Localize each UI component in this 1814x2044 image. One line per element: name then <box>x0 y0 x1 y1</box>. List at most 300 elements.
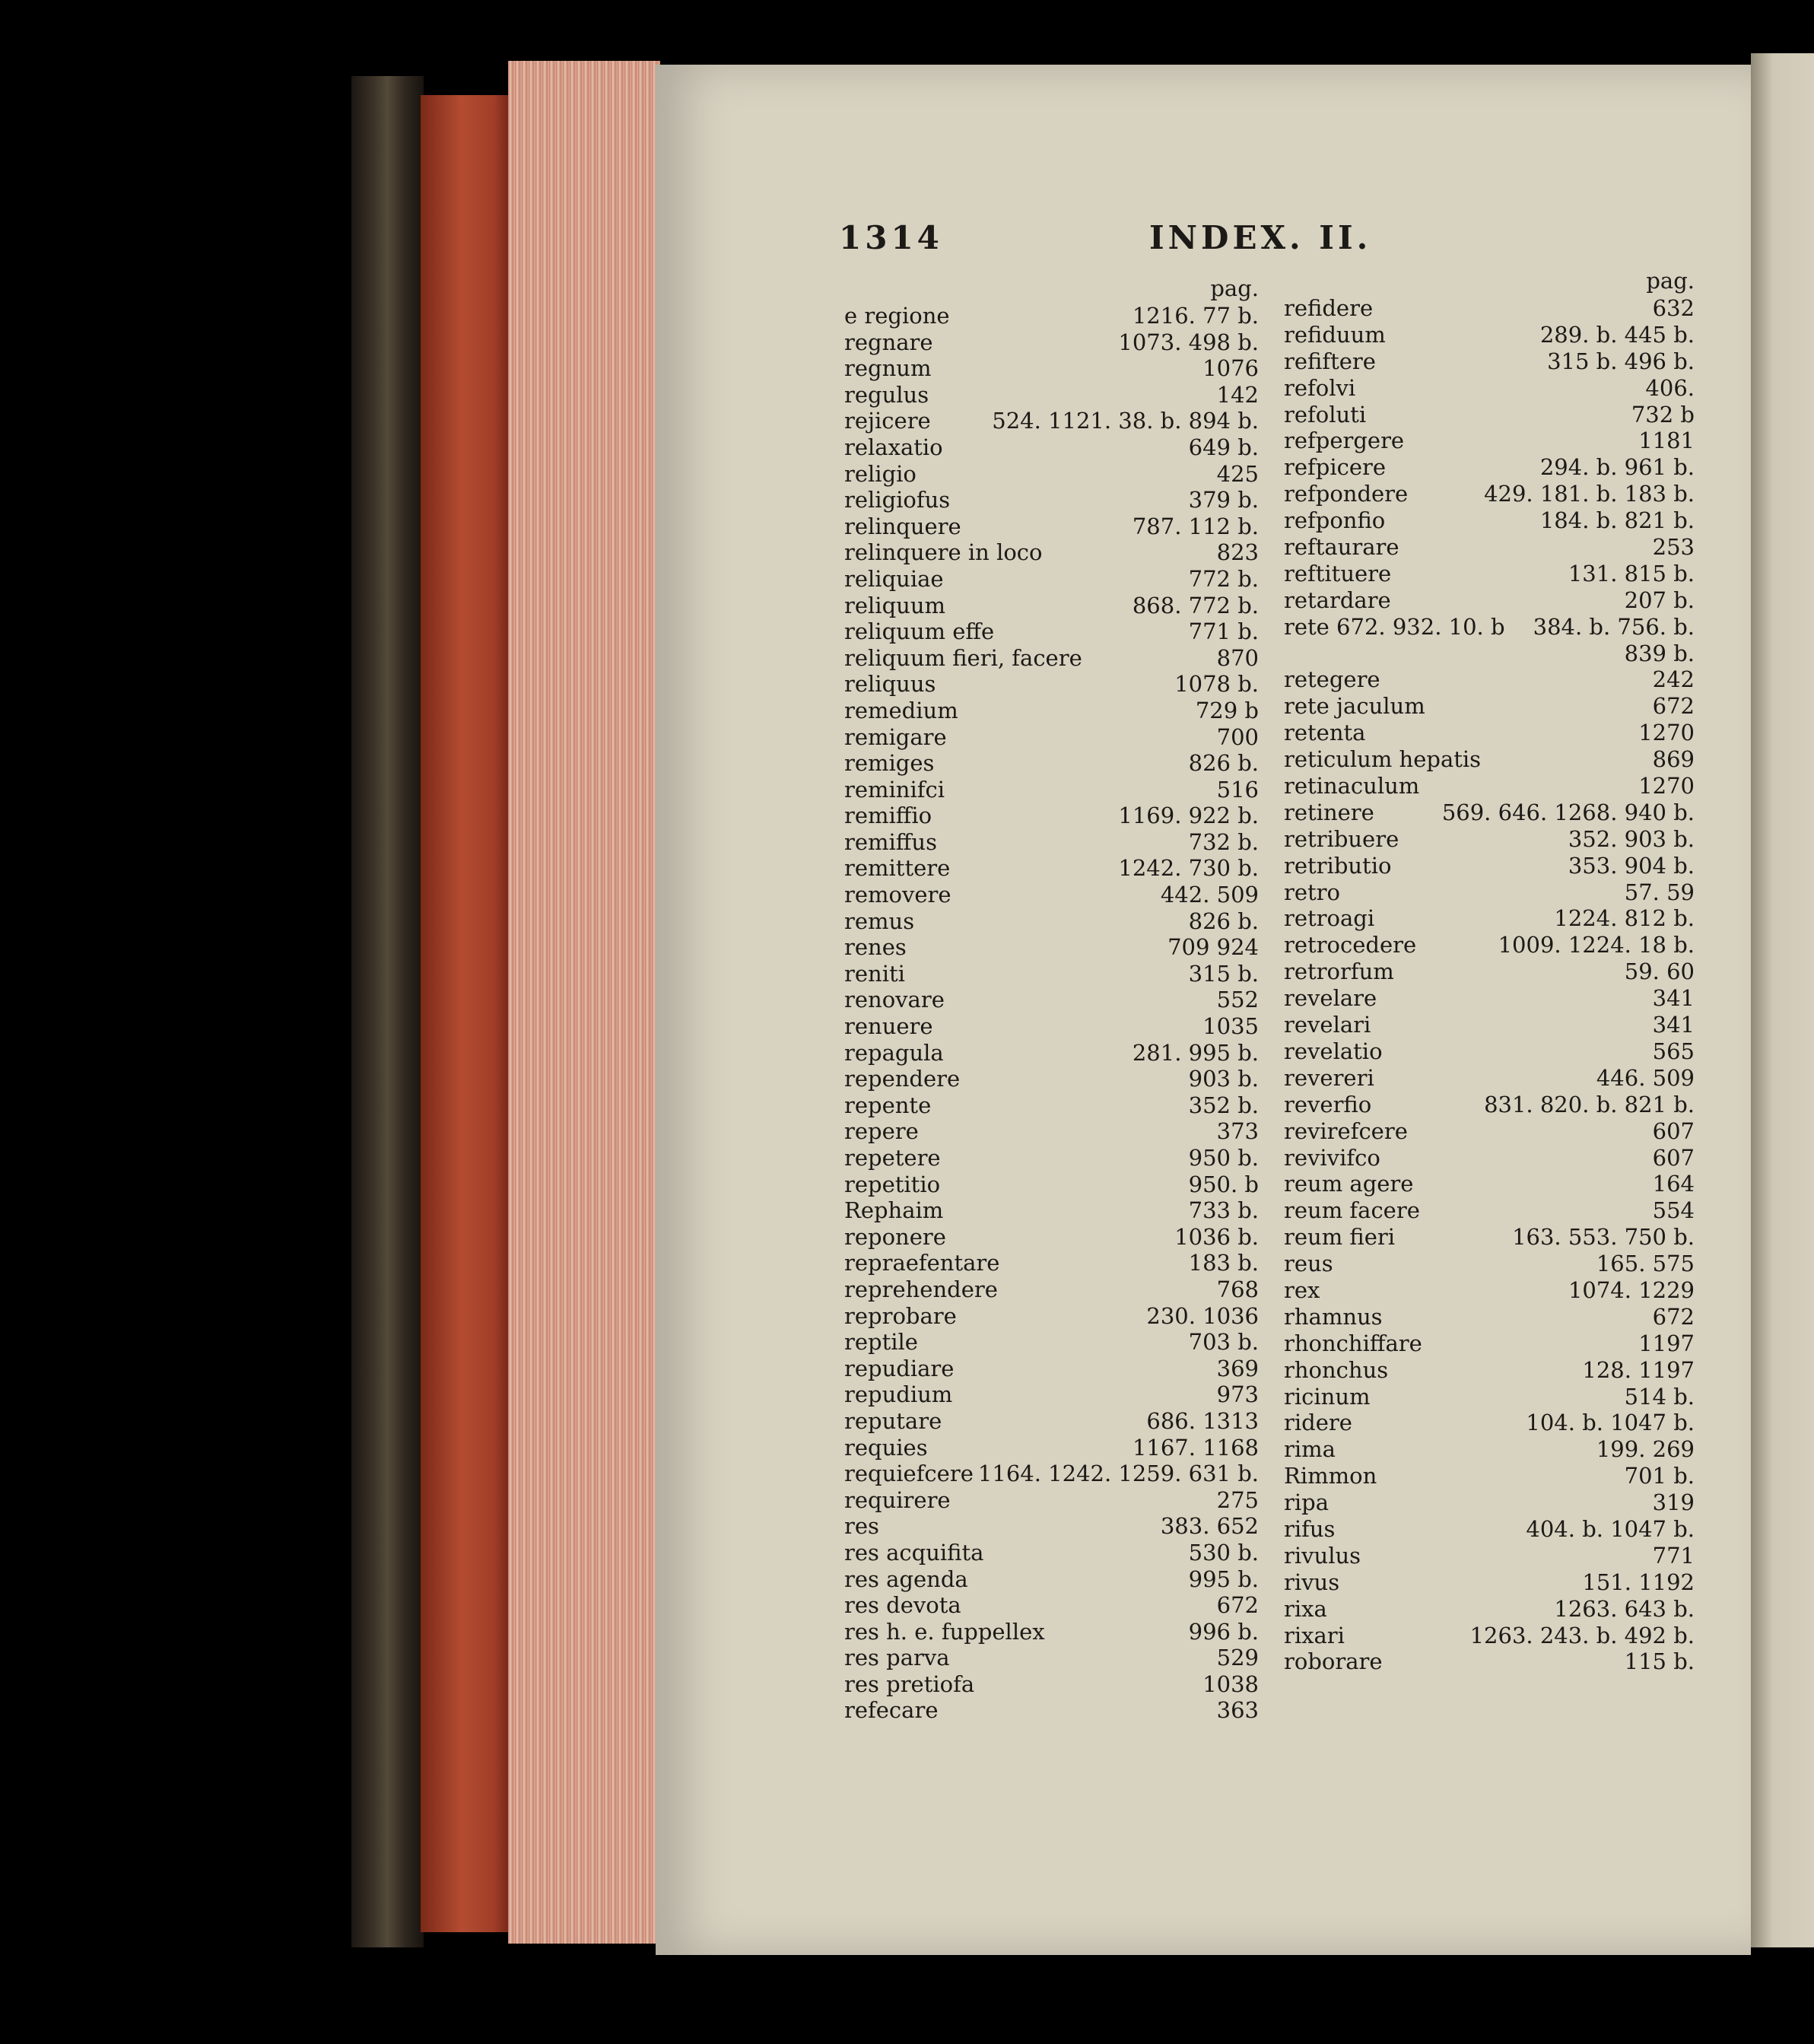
index-entry <box>844 513 1259 540</box>
index-entry <box>844 1671 1259 1698</box>
page-reference: 529 <box>1216 1645 1259 1671</box>
index-term: reliquus <box>844 671 936 698</box>
page-reference: 1167. 1168 <box>1132 1434 1259 1461</box>
index-term: ripa <box>1284 1489 1329 1516</box>
index-term: repudiare <box>844 1355 955 1381</box>
page-header <box>839 219 1394 262</box>
page-reference: 341 <box>1652 1012 1695 1038</box>
page-reference: 230. 1036 <box>1146 1302 1259 1329</box>
page-reference: 373 <box>1216 1118 1259 1145</box>
page-reference: 672 <box>1216 1592 1259 1619</box>
page-reference: 128. 1197 <box>1582 1356 1695 1383</box>
page-reference: 870 <box>1216 644 1259 671</box>
page-reference: 686. 1313 <box>1146 1407 1259 1434</box>
index-term: regnare <box>844 329 933 355</box>
index-term: reptile <box>844 1329 918 1356</box>
index-entry <box>1284 507 1695 534</box>
index-entry <box>844 329 1259 356</box>
page-reference: 903 b. <box>1188 1066 1259 1092</box>
index-term: relinquere <box>844 513 961 539</box>
page-reference: 199. 269 <box>1596 1436 1695 1463</box>
index-entry <box>1284 1118 1695 1145</box>
page-reference: 352 b. <box>1188 1092 1259 1118</box>
page-reference: 57. 59 <box>1624 879 1695 905</box>
page-reference: 868. 772 b. <box>1132 592 1259 618</box>
page-number: 1314 <box>839 219 943 256</box>
index-term: remiges <box>844 750 935 777</box>
index-term: reftituere <box>1284 560 1392 586</box>
index-term: refponfio <box>1284 507 1386 534</box>
page-reference: 281. 995 b. <box>1132 1039 1259 1066</box>
page-reference: 607 <box>1652 1144 1695 1171</box>
index-column-left <box>844 274 1259 1724</box>
page-reference: 363 <box>1216 1697 1259 1724</box>
index-entry <box>844 724 1259 751</box>
page-reference: 632 <box>1652 295 1695 321</box>
index-term: reliquum effe <box>844 618 995 645</box>
page-reference: 1263. 643 b. <box>1554 1595 1695 1622</box>
index-entry <box>1284 1489 1695 1516</box>
index-entry <box>844 829 1259 856</box>
index-entry <box>844 1513 1259 1540</box>
page-reference: 442. 509 <box>1160 882 1259 908</box>
index-entry <box>1284 1251 1695 1277</box>
page-reference: 1169. 922 b. <box>1118 803 1259 829</box>
index-entry <box>1284 1436 1695 1463</box>
page-reference: 341 <box>1652 985 1695 1012</box>
index-entry <box>844 1435 1259 1461</box>
index-term: removere <box>844 882 951 908</box>
index-entry <box>1284 1357 1695 1384</box>
page-reference: 950. b <box>1188 1171 1259 1197</box>
index-term: reprobare <box>844 1302 957 1329</box>
index-term: repagula <box>844 1039 944 1066</box>
index-term: retardare <box>1284 586 1391 613</box>
page-reference: 1074. 1229 <box>1568 1276 1695 1303</box>
index-term: rifus <box>1284 1515 1336 1542</box>
index-entry <box>844 1118 1259 1145</box>
page-reference: 384. b. 756. b. <box>1533 613 1695 640</box>
index-entry <box>1284 746 1695 773</box>
index-term: ridere <box>1284 1410 1352 1436</box>
index-entry <box>844 1171 1259 1198</box>
index-term: res h. e. fuppellex <box>844 1618 1045 1645</box>
page-reference: 151. 1192 <box>1582 1569 1695 1595</box>
index-term: rixari <box>1284 1622 1345 1648</box>
index-entry <box>1284 561 1695 587</box>
index-term: revelatio <box>1284 1038 1383 1064</box>
index-entry <box>1284 1171 1695 1197</box>
index-entry <box>844 698 1259 724</box>
index-term: retegere <box>1284 666 1380 693</box>
index-entry <box>844 750 1259 777</box>
index-term: reliquum <box>844 592 945 618</box>
page-reference: 569. 646. 1268. 940 b. <box>1441 799 1695 825</box>
index-term: ricinum <box>1284 1383 1371 1410</box>
index-entry <box>1284 481 1695 507</box>
index-entry <box>1284 799 1695 826</box>
page-reference: 732 b. <box>1188 828 1259 855</box>
pag-label: pag. <box>1646 268 1695 294</box>
index-term: reus <box>1284 1251 1333 1277</box>
index-entry <box>1284 826 1695 853</box>
page-reference: 1216. 77 b. <box>1132 303 1259 329</box>
index-entry <box>1284 1145 1695 1171</box>
page-reference: 1076 <box>1202 355 1259 382</box>
index-term: refecare <box>844 1697 939 1724</box>
index-term: e regione <box>844 303 950 329</box>
index-entry <box>844 882 1259 908</box>
page-reference: 315 b. 496 b. <box>1547 348 1695 374</box>
index-entry <box>1284 295 1695 322</box>
index-term: repraefentare <box>844 1250 1000 1276</box>
index-entry <box>1284 1038 1695 1065</box>
index-entry <box>844 1145 1259 1171</box>
index-term: requies <box>844 1434 928 1461</box>
book-cover-edge <box>421 95 512 1932</box>
index-entry <box>844 539 1259 566</box>
index-entry <box>844 1197 1259 1224</box>
index-entry <box>1284 402 1695 428</box>
index-entry <box>844 1250 1259 1276</box>
index-term: repudium <box>844 1381 953 1408</box>
page-reference: 406. <box>1645 374 1695 401</box>
page-reference: 104. b. 1047 b. <box>1526 1410 1695 1436</box>
index-rows-left <box>844 303 1259 1724</box>
index-entry <box>844 1224 1259 1251</box>
index-term: reum facere <box>1284 1197 1420 1224</box>
index-entry <box>1284 348 1695 375</box>
page-reference: 1073. 498 b. <box>1118 329 1259 355</box>
index-term: remiffio <box>844 803 932 829</box>
index-term: relaxatio <box>844 434 943 460</box>
page-reference: 771 <box>1652 1542 1695 1569</box>
index-term: regulus <box>844 381 929 408</box>
page-reference: 823 <box>1216 539 1259 566</box>
page-reference: 1242. 730 b. <box>1118 855 1259 882</box>
page-reference: 142 <box>1216 381 1259 408</box>
index-entry <box>1284 853 1695 879</box>
page-reference: 1038 <box>1202 1670 1259 1697</box>
index-entry <box>1284 1197 1695 1224</box>
index-entry <box>844 961 1259 987</box>
index-entry <box>844 408 1259 434</box>
index-entry <box>1284 1384 1695 1410</box>
page-reference: 649 b. <box>1188 434 1259 460</box>
page-reference: 253 <box>1652 534 1695 561</box>
index-entry <box>1284 985 1695 1012</box>
page-reference: 672 <box>1652 693 1695 720</box>
index-term: revelari <box>1284 1012 1371 1038</box>
index-term: revelare <box>1284 985 1377 1012</box>
page-reference: 1263. 243. b. 492 b. <box>1469 1622 1695 1648</box>
page-reference: 768 <box>1216 1276 1259 1302</box>
page-reference: 1164. 1242. 1259. 631 b. <box>977 1461 1259 1487</box>
page-reference: 733 b. <box>1188 1197 1259 1224</box>
index-term: rex <box>1284 1276 1320 1303</box>
page-reference: 1036 b. <box>1174 1223 1259 1250</box>
index-term: renuere <box>844 1013 933 1040</box>
page-reference: 131. 815 b. <box>1568 560 1695 586</box>
index-entry <box>1284 905 1695 932</box>
index-term: remus <box>844 908 915 934</box>
page-reference: 353. 904 b. <box>1568 852 1695 879</box>
index-entry <box>844 461 1259 488</box>
index-term: res acquifita <box>844 1539 984 1566</box>
index-term: refoluti <box>1284 401 1367 428</box>
index-entry <box>844 566 1259 593</box>
page-reference: 379 b. <box>1188 487 1259 513</box>
page-reference: 839 b. <box>1624 640 1695 666</box>
page-reference: 826 b. <box>1188 908 1259 934</box>
index-entry <box>844 671 1259 698</box>
page-reference: 772 b. <box>1188 565 1259 592</box>
page-reference: 701 b. <box>1624 1463 1695 1489</box>
index-entry <box>1284 1463 1695 1489</box>
index-entry <box>1284 614 1695 641</box>
index-entry <box>844 908 1259 935</box>
index-term: res pretiofa <box>844 1670 975 1697</box>
page-reference: 516 <box>1216 776 1259 803</box>
index-entry <box>1284 773 1695 799</box>
index-term: retroagi <box>1284 905 1375 932</box>
index-term: reverfio <box>1284 1091 1372 1117</box>
page-reference: 554 <box>1652 1197 1695 1224</box>
index-entry <box>844 1540 1259 1566</box>
index-entry <box>844 777 1259 803</box>
index-term: rivus <box>1284 1569 1340 1595</box>
index-entry <box>1284 1516 1695 1543</box>
page-reference: 831. 820. b. 821 b. <box>1484 1091 1695 1117</box>
index-entry <box>1284 375 1695 402</box>
index-term: refpergere <box>1284 428 1405 454</box>
index-term: retinere <box>1284 799 1374 825</box>
page-reference: 514 b. <box>1624 1383 1695 1410</box>
page-reference: 672 <box>1652 1303 1695 1330</box>
page-reference: 383. 652 <box>1160 1513 1259 1540</box>
index-entry <box>1284 1410 1695 1436</box>
index-term: remedium <box>844 697 958 723</box>
page-reference: 787. 112 b. <box>1132 513 1259 539</box>
index-entry <box>1284 1330 1695 1357</box>
index-entry <box>844 1645 1259 1671</box>
index-entry <box>844 303 1259 329</box>
index-entry <box>1284 1092 1695 1118</box>
index-entry <box>844 382 1259 408</box>
index-term: retribuere <box>1284 825 1399 852</box>
index-entry <box>844 1040 1259 1067</box>
index-entry <box>1284 587 1695 614</box>
index-term: retrorfum <box>1284 958 1394 985</box>
index-entry <box>844 1408 1259 1435</box>
index-term: roborare <box>1284 1648 1383 1675</box>
page-fore-edge <box>508 61 660 1944</box>
page-reference: 771 b. <box>1188 618 1259 645</box>
page-reference: 729 b <box>1195 697 1259 723</box>
index-term: reum agere <box>1284 1171 1414 1197</box>
page-reference: 552 <box>1216 987 1259 1013</box>
index-term: reputare <box>844 1407 942 1434</box>
index-entry <box>844 1092 1259 1119</box>
index-column-right <box>1284 266 1695 1675</box>
index-term: refpicere <box>1284 454 1387 481</box>
index-entry <box>1284 1623 1695 1649</box>
page-reference: 565 <box>1652 1038 1695 1064</box>
page-reference: 709 924 <box>1168 934 1259 961</box>
index-term: rhamnus <box>1284 1303 1383 1330</box>
index-term: renovare <box>844 987 945 1013</box>
page-reference: 973 <box>1216 1381 1259 1408</box>
index-term: revirefcere <box>1284 1117 1408 1144</box>
index-entry <box>844 1697 1259 1724</box>
index-term: revereri <box>1284 1064 1374 1091</box>
page-reference: 315 b. <box>1188 960 1259 987</box>
index-entry <box>844 645 1259 672</box>
page-reference: 352. 903 b. <box>1568 825 1695 852</box>
index-entry <box>844 1566 1259 1593</box>
index-term: refidere <box>1284 295 1374 321</box>
index-term: res <box>844 1513 879 1540</box>
index-term: religiofus <box>844 487 951 513</box>
pag-label: pag. <box>1210 275 1259 301</box>
page-reference: 319 <box>1652 1489 1695 1516</box>
page-reference: 404. b. 1047 b. <box>1526 1515 1695 1542</box>
page-reference: 183 b. <box>1188 1250 1259 1276</box>
index-entry <box>1284 666 1695 693</box>
index-entry <box>1284 720 1695 746</box>
index-term: repetere <box>844 1145 941 1171</box>
book-spine <box>351 76 424 1947</box>
page-reference: 184. b. 821 b. <box>1539 507 1695 534</box>
index-term: retinaculum <box>1284 773 1420 799</box>
index-term: rete 672. 932. 10. b <box>1284 613 1505 640</box>
index-entry <box>1284 1648 1695 1675</box>
page-reference: 1224. 812 b. <box>1554 905 1695 932</box>
index-term: requirere <box>844 1486 951 1513</box>
index-entry <box>1284 1224 1695 1251</box>
index-term: repetitio <box>844 1171 941 1197</box>
index-term: Rephaim <box>844 1197 944 1224</box>
page-reference: 1270 <box>1638 720 1695 746</box>
page-reference: 242 <box>1652 666 1695 693</box>
index-entry <box>1284 1277 1695 1304</box>
index-term: relinquere in loco <box>844 539 1043 566</box>
index-term: res agenda <box>844 1566 968 1592</box>
page-reference: 530 b. <box>1188 1539 1259 1566</box>
page-reference: 1197 <box>1638 1330 1695 1356</box>
index-term: remiffus <box>844 828 937 855</box>
page-reference: 607 <box>1652 1117 1695 1144</box>
index-term: revivifco <box>1284 1144 1380 1171</box>
page-reference: 425 <box>1216 460 1259 487</box>
index-term: reprehendere <box>844 1276 998 1302</box>
index-term: religio <box>844 460 917 487</box>
index-term: refolvi <box>1284 374 1356 401</box>
index-term: Rimmon <box>1284 1463 1377 1489</box>
facing-page-edge <box>1751 53 1814 1947</box>
index-term: reponere <box>844 1223 946 1250</box>
index-entry <box>1284 534 1695 561</box>
index-entry <box>1284 428 1695 454</box>
index-entry <box>844 1066 1259 1092</box>
index-entry <box>1284 322 1695 348</box>
index-entry <box>844 1329 1259 1356</box>
index-term: reum fieri <box>1284 1224 1396 1251</box>
index-entry <box>1284 1012 1695 1038</box>
page-reference: 1009. 1224. 18 b. <box>1498 932 1695 958</box>
index-term: retrocedere <box>1284 932 1417 958</box>
index-entry <box>844 1487 1259 1514</box>
index-term: repere <box>844 1118 919 1145</box>
index-term: rima <box>1284 1436 1336 1463</box>
page-reference: 369 <box>1216 1355 1259 1381</box>
index-term: refiftere <box>1284 348 1376 374</box>
page-reference: 700 <box>1216 723 1259 750</box>
index-entry <box>844 934 1259 961</box>
page-reference: 1270 <box>1638 773 1695 799</box>
page-reference: 207 b. <box>1624 586 1695 613</box>
index-term: reniti <box>844 960 905 987</box>
index-entry <box>844 803 1259 829</box>
page-reference: 996 b. <box>1188 1618 1259 1645</box>
index-term: reminifci <box>844 776 945 803</box>
index-entry <box>844 1013 1259 1040</box>
index-term: rivulus <box>1284 1542 1361 1569</box>
index-term: reftaurare <box>1284 534 1399 561</box>
page-reference: 1181 <box>1638 428 1695 454</box>
page-reference: 1035 <box>1202 1013 1259 1040</box>
index-term: requiefcere <box>844 1461 974 1487</box>
index-entry <box>844 855 1259 882</box>
index-term: repente <box>844 1092 932 1118</box>
index-term: retributio <box>1284 852 1392 879</box>
index-entry <box>844 987 1259 1013</box>
index-entry <box>1284 1596 1695 1623</box>
index-entry <box>844 1592 1259 1619</box>
index-term: rete jaculum <box>1284 693 1425 720</box>
index-term: reliquiae <box>844 565 944 592</box>
index-entry <box>844 593 1259 619</box>
index-entry <box>844 1619 1259 1645</box>
page-reference: 524. 1121. 38. b. 894 b. <box>992 408 1259 434</box>
page-reference: 289. b. 445 b. <box>1539 321 1695 348</box>
index-term: renes <box>844 934 907 961</box>
index-term: remittere <box>844 855 951 882</box>
index-term: remigare <box>844 723 947 750</box>
page-reference: 59. 60 <box>1624 958 1695 985</box>
page-reference: 950 b. <box>1188 1145 1259 1171</box>
index-entry <box>844 1356 1259 1382</box>
index-entry <box>844 1381 1259 1408</box>
index-term: retro <box>1284 879 1341 905</box>
index-term: reliquum fieri, facere <box>844 644 1082 671</box>
page-reference: 869 <box>1652 746 1695 773</box>
index-entry <box>1284 1065 1695 1092</box>
index-term: rejicere <box>844 408 931 434</box>
index-entry <box>844 1276 1259 1303</box>
running-title: INDEX. II. <box>1149 219 1372 256</box>
page-reference: 826 b. <box>1188 750 1259 777</box>
page-reference: 275 <box>1216 1486 1259 1513</box>
index-entry <box>844 618 1259 645</box>
index-entry <box>844 1461 1259 1487</box>
index-term: res parva <box>844 1645 950 1671</box>
index-term: rixa <box>1284 1595 1327 1622</box>
index-entry <box>1284 1543 1695 1569</box>
index-term: rhonchus <box>1284 1356 1389 1383</box>
page-reference: 115 b. <box>1624 1648 1695 1675</box>
page-reference: 163. 553. 750 b. <box>1512 1224 1695 1251</box>
